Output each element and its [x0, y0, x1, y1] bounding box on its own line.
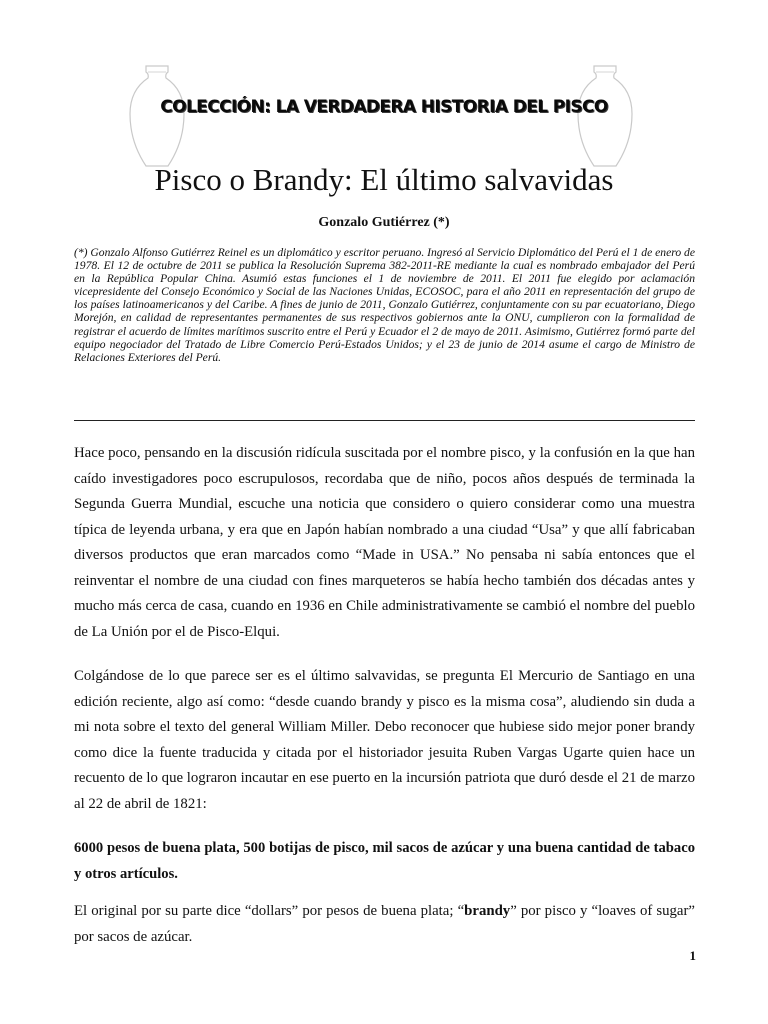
- paragraph-3-text-start: El original por su parte dice “dollars” por pesos de buena plata; “: [74, 903, 465, 919]
- page-number: 1: [689, 948, 696, 963]
- author-name: Gonzalo Gutiérrez (*): [318, 215, 450, 230]
- paragraph-2: Colgándose de lo que parece ser es el último salvavidas, se pregunta El Mercurio de Santiago en una edición reciente, algo así como: “desde cuando brandy y pisco es la misma cosa”, aludiendo sin duda a mi nota sobre el texto del general William Miller. Debo reconocer que hubiese sido mejor poner brandy como dice la fuente traducida y citada por el historiador jesuita Ruben Vargas Ugarte quien hace un recuento de lo que lograron incautar en ese puerto en la incursión patriota que duró desde el 21 de marzo al 22 de abril de 1821:: [74, 668, 695, 812]
- quoted-inventory: 6000 pesos de buena plata, 500 botijas de pisco, mil sacos de azúcar y una buena cantidad de tabaco y otros artículos.: [74, 840, 695, 882]
- amphora-icon: [572, 62, 638, 172]
- section-divider: [74, 420, 695, 421]
- article-title: Pisco o Brandy: El último salvavidas: [154, 162, 614, 197]
- collection-title: COLECCIÓN: LA VERDADERA HISTORIA DEL PISCO: [160, 97, 608, 117]
- paragraph-3-text-end: ” por pisco y “loaves of sugar” por sacos de azúcar.: [74, 903, 696, 945]
- amphora-icon: [124, 62, 190, 172]
- paragraph-3-bold-word: brandy: [464, 903, 511, 919]
- paragraph-1: Hace poco, pensando en la discusión ridícula suscitada por el nombre pisco, y la confusión en la que han caído investigadores poco escrupulosos, recordaba que de niño, pocos años después de terminada la Segunda Guerra Mundial, escuche una noticia que considero o quiero considerar como una muestra típica de leyenda urbana, y era que en Japón habían nombrado a una ciudad “Usa” y que allí fabricaban diversos productos que eran marcados como “Made in USA.” No pensaba ni sabía entonces que el reinventar el nombre de una ciudad con fines marqueteros se había hecho también dos décadas antes y mucho más cerca de casa, cuando en 1936 en Chile administrativamente se cambió el nombre del pueblo de La Unión por el de Pisco-Elqui.: [74, 445, 695, 640]
- paragraph-3: [74, 899, 695, 950]
- author-bio: (*) Gonzalo Alfonso Gutiérrez Reinel es un diplomático y escritor peruano. Ingresó al Servicio Diplomático del Perú el 1 de enero de 1978. El 12 de octubre de 2011 se publica la Resolución Suprema 382-2011-RE mediante la cual es nombrado embajador del Perú en la República Popular China. Asumió estas funciones el 1 de noviembre de 2011. El 2011 fue elegido por aclamación vicepresidente del Consejo Económico y Social de las Naciones Unidas, ECOSOC, para el año 2011 en representación del grupo de los países latinoamericanos y del Caribe. A fines de junio de 2011, Gonzalo Gutiérrez, conjuntamente con su par ecuatoriano, Diego Morejón, en calidad de representantes permanentes de sus respectivos gobiernos ante la ONU, cumplieron con la formalidad de registrar el acuerdo de límites marítimos suscrito entre el Perú y Ecuador el 2 de mayo de 2011. Asimismo, Gutiérrez formó parte del equipo negociador del Tratado de Libre Comercio Perú-Estados Unidos; y el 23 de junio de 2014 asume el cargo de Ministro de Relaciones Exteriores del Perú.: [74, 246, 695, 364]
